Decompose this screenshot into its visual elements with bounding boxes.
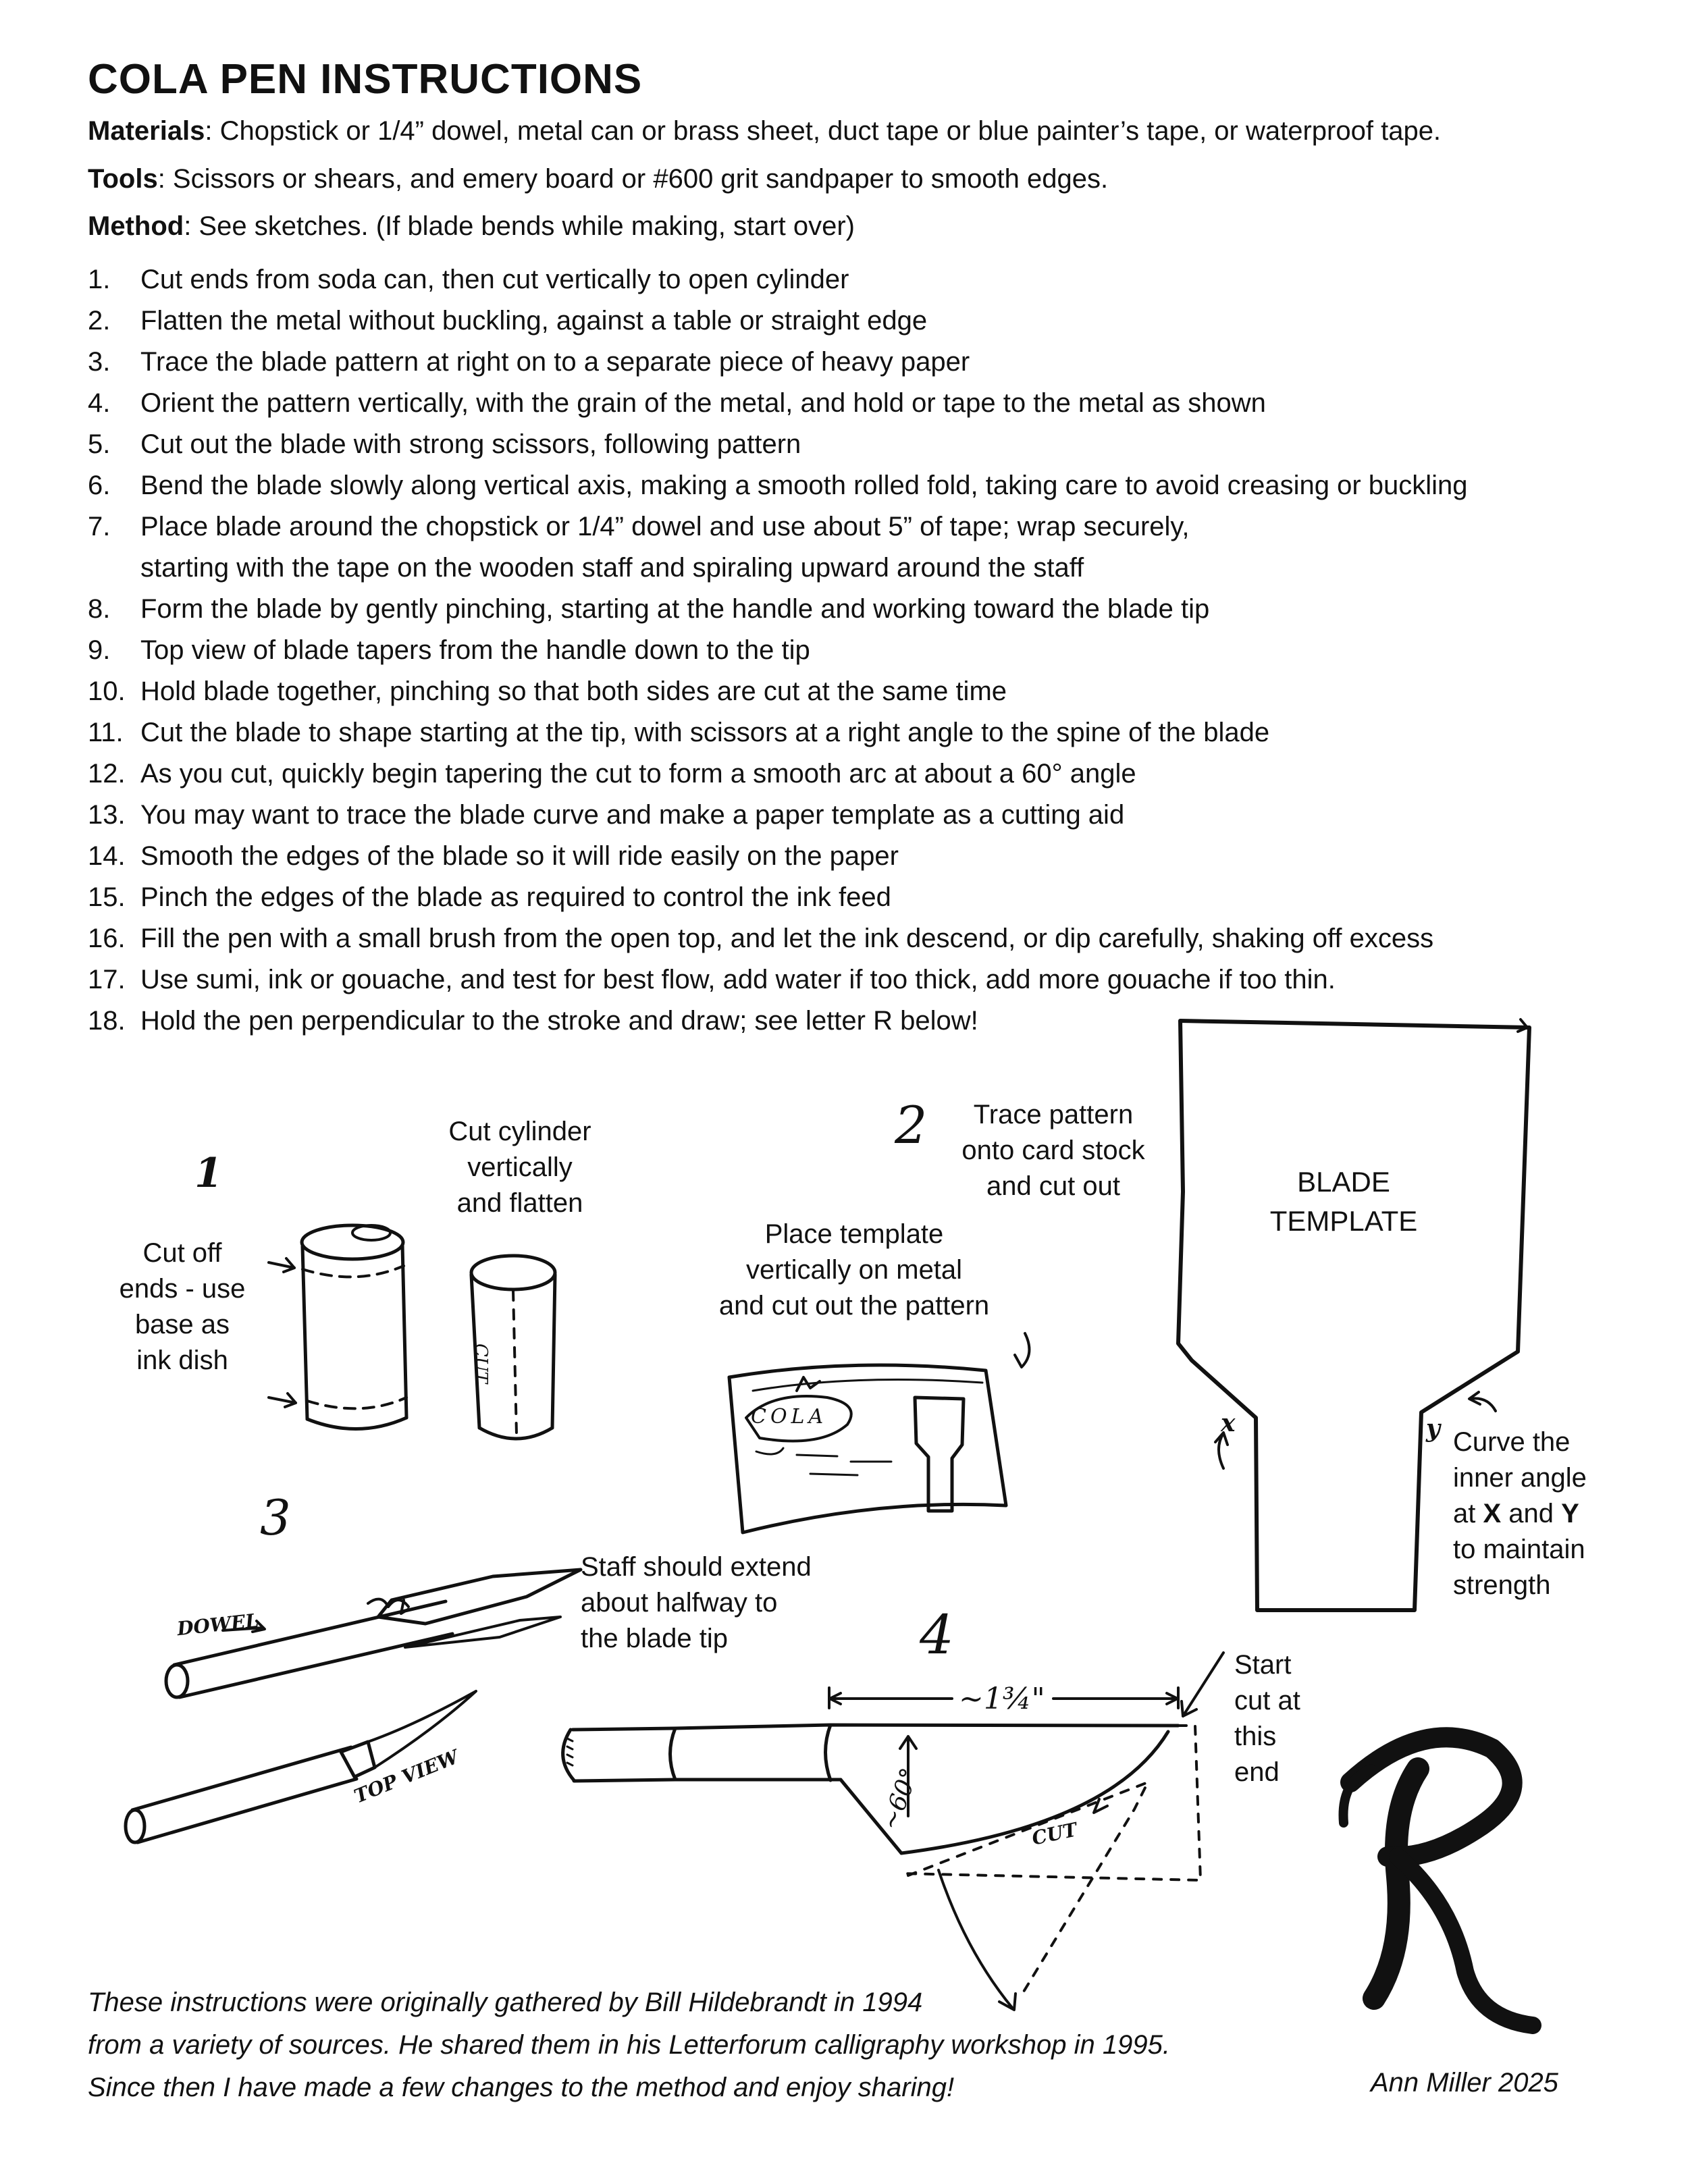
step-text: Pinch the edges of the blade as required to control the ink feed [140,882,891,912]
pen-side-view-sketch [563,1653,1223,2010]
label-y: y [1426,1414,1440,1443]
step-number: 10. [88,676,126,706]
step3-number: 3 [260,1489,291,1546]
note-line: onto card stock [961,1136,1145,1165]
angle-label: ~60° [876,1764,924,1834]
start-cut-note [1234,1647,1342,1790]
step-number: 6. [88,471,111,500]
step-number: 17. [88,965,126,994]
footer-line: Since then I have made a few changes to the method and enjoy sharing! [88,2073,955,2102]
step-number: 16. [88,924,126,953]
step-number: 14. [88,841,126,871]
author-credit: Ann Miller 2025 [1371,2068,1558,2098]
note-line [1453,1496,1656,1532]
step-text: Flatten the metal without buckling, against a table or straight edge [140,306,928,336]
note-line: cut at [1234,1686,1300,1715]
note-line: and flatten [456,1188,583,1218]
curve-angle-note [1453,1424,1656,1603]
step-text: Trace the blade pattern at right on to a separate piece of heavy paper [140,347,970,377]
step-text: Cut the blade to shape starting at the tip, with scissors at a right angle to the spine of the blade [140,718,1270,747]
step-text: Cut ends from soda can, then cut vertically to open cylinder [140,265,849,294]
note-line: this [1234,1722,1277,1751]
soda-can-sketch [269,1225,406,1429]
blade-length-label: ~1¾" [959,1682,1045,1716]
tools-text: : Scissors or shears, and emery board or #600 grit sandpaper to smooth edges. [157,164,1109,194]
step-number: 1. [88,265,111,294]
blade-template-title [1256,1163,1431,1241]
note-line: and cut out the pattern [718,1291,990,1321]
step-text: Hold the pen perpendicular to the stroke and draw; see letter R below! [140,1006,978,1036]
step-text: You may want to trace the blade curve and make a paper template as a cutting aid [140,800,1125,830]
step-number: 7. [88,512,111,541]
note-line: end [1234,1757,1280,1787]
materials-text: : Chopstick or 1/4” dowel, metal can or brass sheet, duct tape or blue painter’s tape, or waterproof tape. [205,116,1442,146]
note-line: Start [1234,1650,1292,1680]
step-text: Use sumi, ink or gouache, and test for best flow, add water if too thick, add more gouache if too thin. [140,965,1336,994]
card-cola-label: COLA [751,1405,828,1429]
template-title-line: BLADE [1297,1166,1390,1198]
step-text: Top view of blade tapers from the handle down to the tip [140,635,810,665]
note-bold-x: X [1483,1499,1502,1528]
note-text: and [1501,1499,1562,1528]
note-line: inner angle [1453,1463,1587,1493]
note-bold-y: Y [1561,1499,1579,1528]
step-number: 5. [88,429,111,459]
footer-line: from a variety of sources. He shared them in his Letterforum calligraphy workshop in 1995. [88,2030,1170,2060]
note-line: and cut out [986,1171,1120,1201]
step-number: 2. [88,306,111,336]
page-title: COLA PEN INSTRUCTIONS [88,56,643,103]
step-number: 4. [88,388,111,418]
step-number: 13. [88,800,126,830]
materials-label: Materials [88,116,205,146]
step-text: Smooth the edges of the blade so it will ride easily on the paper [140,841,899,871]
curve-arrow-y-icon [1469,1392,1496,1411]
note-line: Trace pattern [973,1100,1134,1129]
note-line: Place template [764,1219,944,1249]
note-line: to maintain [1453,1535,1585,1564]
step1-number: 1 [194,1150,223,1197]
top-view-label: TOP VIEW [350,1745,462,1808]
cut-cylinder-note [425,1114,614,1221]
step-text-continued: starting with the tape on the wooden staff and spiraling upward around the staff [140,553,1084,583]
note-line: Cut cylinder [448,1117,591,1146]
method-text: : See sketches. (If blade bends while making, start over) [184,211,855,241]
footer-note [88,1981,1170,2109]
step-text: Cut out the blade with strong scissors, following pattern [140,429,801,459]
dowel-label: DOWEL [176,1609,260,1641]
note-line: ends - use [119,1274,246,1304]
note-text: at [1453,1499,1483,1528]
place-template-note [695,1217,1013,1324]
step-number: 15. [88,882,126,912]
letter-r-calligraphy [1344,1737,1533,2025]
step-number: 3. [88,347,111,377]
template-title-line: TEMPLATE [1269,1205,1418,1237]
step-number: 12. [88,759,126,789]
tools-label: Tools [88,164,158,194]
note-line: vertically on metal [745,1255,963,1285]
note-line: Curve the [1453,1427,1571,1457]
note-line: base as [134,1310,230,1339]
staff-extend-note [581,1549,864,1657]
step2-number: 2 [895,1095,928,1155]
note-line: Cut off [142,1238,222,1268]
step-number: 8. [88,594,111,624]
step-text: Hold blade together, pinching so that both sides are cut at the same time [140,676,1007,706]
cut-label: CUT [1030,1818,1080,1850]
note-line: the blade tip [581,1624,728,1653]
step-text: Bend the blade slowly along vertical axis, making a smooth rolled fold, taking care to avoid creasing or buckling [140,471,1468,500]
trace-pattern-note [952,1097,1155,1204]
step-text: Orient the pattern vertically, with the grain of the metal, and hold or tape to the metal as shown [140,388,1266,418]
note-line: vertically [467,1152,573,1182]
step-text: Fill the pen with a small brush from the open top, and let the ink descend, or dip carefully, shaking off excess [140,924,1434,953]
note-line: Staff should extend [581,1552,812,1582]
note-line: ink dish [136,1346,228,1375]
step-number: 9. [88,635,111,665]
cut-ends-note [108,1235,257,1379]
cylinder-cut-label: CUT [471,1343,491,1384]
step4-number: 4 [920,1603,954,1666]
step-number: 11. [88,718,124,747]
method-label: Method [88,211,184,241]
step-number: 18. [88,1006,126,1036]
note-line: strength [1453,1570,1551,1600]
step-text: As you cut, quickly begin tapering the cut to form a smooth arc at about a 60° angle [140,759,1136,789]
label-x: x [1221,1409,1236,1437]
step-text: Place blade around the chopstick or 1/4” dowel and use about 5” of tape; wrap securely, [140,512,1190,541]
footer-line: These instructions were originally gathered by Bill Hildebrandt in 1994 [88,1988,923,2017]
note-line: about halfway to [581,1588,778,1618]
step-text: Form the blade by gently pinching, starting at the handle and working toward the blade tip [140,594,1210,624]
